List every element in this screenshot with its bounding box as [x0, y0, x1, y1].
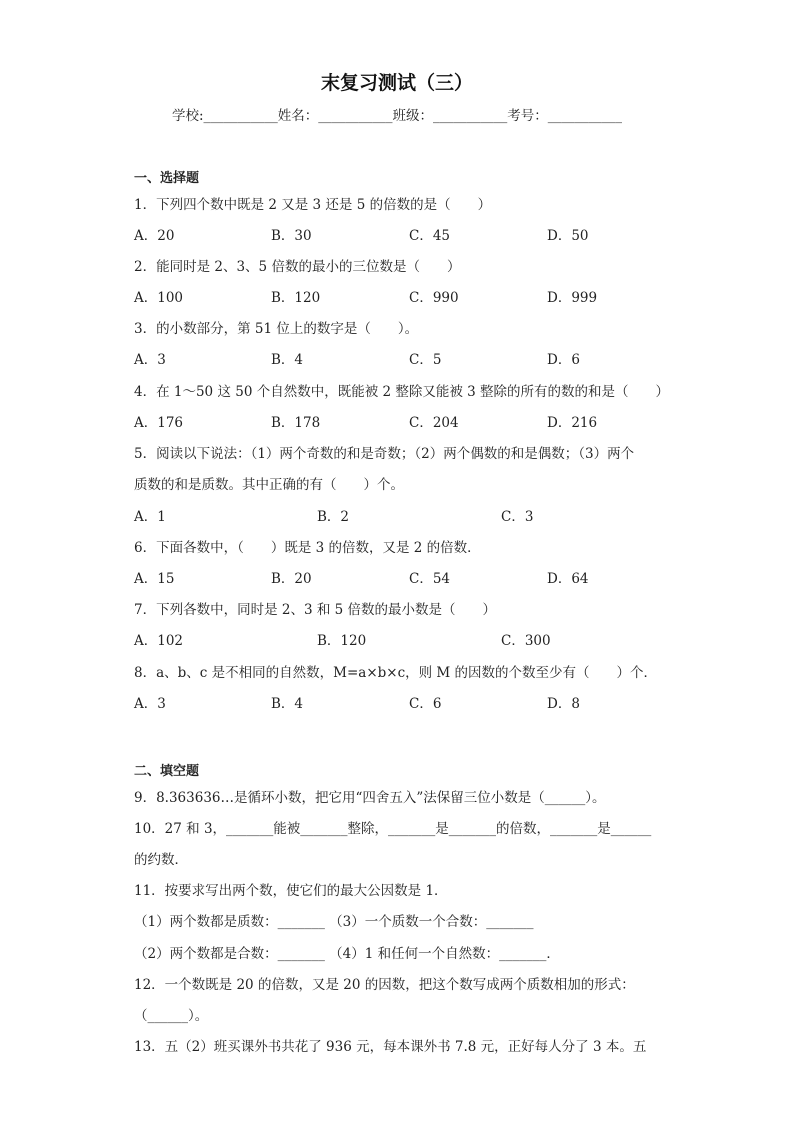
question-12-line-2: （______）。: [134, 1008, 209, 1024]
option-b: B．2: [317, 509, 350, 525]
question-7-options: [134, 629, 694, 649]
option-d: D．64: [547, 571, 589, 587]
question-5-line-2: 质数的和是质数。其中正确的有（ ）个。: [134, 477, 404, 493]
option-c: C．300: [501, 633, 551, 649]
option-d: D．999: [547, 290, 598, 306]
option-c: C．204: [409, 415, 459, 431]
question-1: 1．下列四个数中既是 2 又是 3 还是 5 的倍数的是（ ）: [134, 197, 492, 213]
question-2: 2．能同时是 2、3、5 倍数的最小的三位数是（ ）: [134, 259, 461, 275]
option-a: A．102: [134, 633, 184, 649]
option-b: B．30: [271, 228, 312, 244]
option-c: C．45: [409, 228, 451, 244]
option-a: A．176: [134, 415, 184, 431]
option-c: C．5: [409, 352, 442, 368]
question-5-options: [134, 505, 694, 525]
option-c: C．3: [501, 509, 534, 525]
option-c: C．54: [409, 571, 451, 587]
option-a: A．100: [134, 290, 184, 306]
question-8-options: [134, 692, 694, 712]
question-11-line-2: （1）两个数都是质数：_______ （3）一个质数一个合数：_______: [134, 914, 534, 930]
option-d: D．216: [547, 415, 598, 431]
option-c: C．6: [409, 696, 442, 712]
option-a: A．3: [134, 352, 166, 368]
student-info-line: 学校:___________姓名：___________班级：___________考号：___________: [171, 108, 623, 124]
question-10-line-2: 的约数．: [134, 852, 188, 868]
question-12-line-1: 12．一个数既是 20 的倍数，又是 20 的因数，把这个数写成两个质数相加的形式：: [134, 977, 635, 993]
question-11-line-1: 11．按要求写出两个数，使它们的最大公因数是 1．: [134, 883, 448, 899]
section-heading-choice: 一、选择题: [134, 171, 200, 186]
question-11-line-3: （2）两个数都是合数：_______ （4）1 和任何一个自然数：_______．: [134, 946, 560, 962]
question-5-line-1: 5．阅读以下说法：（1）两个奇数的和是奇数；（2）两个偶数的和是偶数；（3）两个: [134, 446, 635, 462]
question-3-options: [134, 348, 694, 368]
option-a: A．1: [134, 509, 166, 525]
question-6: 6．下面各数中，（ ）既是 3 的倍数，又是 2 的倍数．: [134, 540, 481, 556]
question-9: 9．8.363636…是循环小数，把它用“四舍五入”法保留三位小数是（______）。: [134, 790, 606, 806]
option-b: B．20: [271, 571, 312, 587]
question-6-options: [134, 567, 694, 587]
question-2-options: [134, 286, 694, 306]
option-a: A．20: [134, 228, 175, 244]
option-b: B．4: [271, 352, 304, 368]
option-a: A．3: [134, 696, 166, 712]
option-b: B．4: [271, 696, 304, 712]
question-4-options: [134, 411, 694, 431]
question-8: 8．a、b、c 是不相同的自然数，M=a×b×c，则 M 的因数的个数至少有（ ）个．: [134, 665, 658, 681]
question-4: 4．在 1～50 这 50 个自然数中，既能被 2 整除又能被 3 整除的所有的数的和是（ ）: [134, 384, 670, 400]
question-7: 7．下列各数中，同时是 2、3 和 5 倍数的最小数是（ ）: [134, 602, 497, 618]
option-a: A．15: [134, 571, 175, 587]
option-d: D．50: [547, 228, 589, 244]
question-10-line-1: 10．27 和 3，_______能被_______整除，_______是_______的倍数，_______是______: [134, 821, 652, 837]
question-1-options: [134, 224, 694, 244]
option-c: C．990: [409, 290, 459, 306]
option-b: B．120: [317, 633, 367, 649]
option-b: B．120: [271, 290, 321, 306]
option-d: D．6: [547, 352, 580, 368]
page-title: 末复习测试（三）: [320, 72, 473, 94]
option-b: B．178: [271, 415, 321, 431]
question-13-line-1: 13．五（2）班买课外书共花了 936 元，每本课外书 7.8 元，正好每人分了 3 本。五: [134, 1039, 647, 1055]
section-heading-fill: 二、填空题: [134, 764, 200, 779]
option-d: D．8: [547, 696, 580, 712]
question-3: 3．的小数部分，第 51 位上的数字是（ ）。: [134, 321, 419, 337]
